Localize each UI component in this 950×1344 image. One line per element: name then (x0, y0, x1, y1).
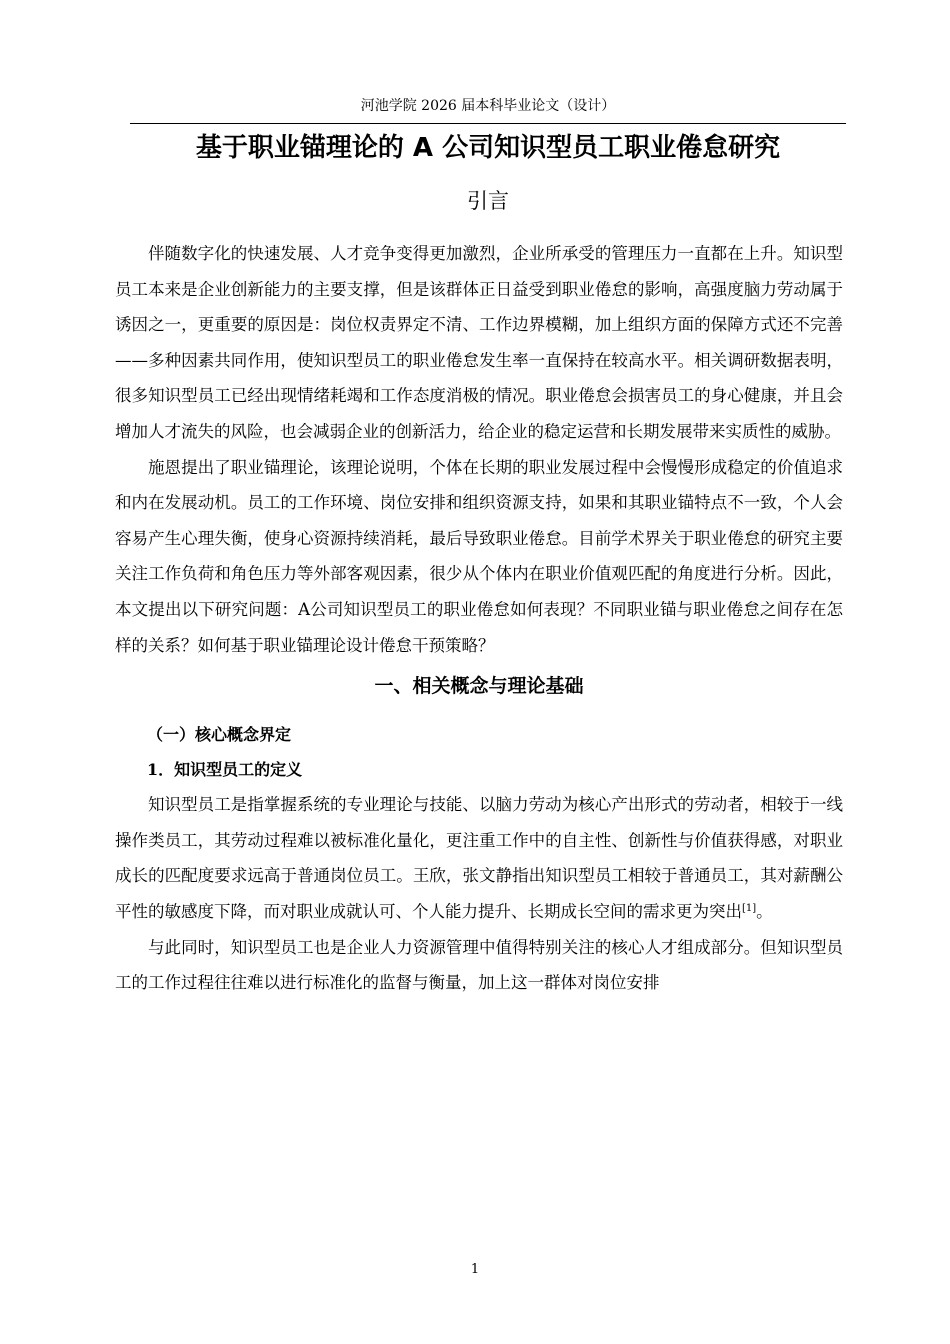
section-paragraph-1 (115, 787, 843, 929)
section-paragraph-1-text: 知识型员工是指掌握系统的专业理论与技能、以脑力劳动为核心产出形式的劳动者，相较于一线操作类员工，其劳动过程难以被标准化量化，更注重工作中的自主性、创新性与价值获得感，对职业成长的匹配度要求远高于普通岗位员工。王欣，张文静指出知识型员工相较于普通员工，其对薪酬公平性的敏感度下降，而对职业成就认可、个人能力提升、长期成长空间的需求更为突出 (115, 795, 843, 921)
section-heading: 一、相关概念与理论基础 (374, 675, 584, 698)
intro-paragraph-2: 施恩提出了职业锚理论，该理论说明，个体在长期的职业发展过程中会慢慢形成稳定的价值追求和内在发展动机。员工的工作环境、岗位安排和组织资源支持，如果和其职业锚特点不一致，个人会容易产生心理失衡，使身心资源持续消耗，最后导致职业倦怠。目前学术界关于职业倦怠的研究主要关注工作负荷和角色压力等外部客观因素，很少从个体内在职业价值观匹配的角度进行分析。因此，本文提出以下研究问题：A公司知识型员工的职业倦怠如何表现？不同职业锚与职业倦怠之间存在怎样的关系？如何基于职业锚理论设计倦怠干预策略？ (115, 457, 843, 655)
subsection-heading: （一）核心概念界定 (147, 725, 292, 745)
citation-reference: [1] (742, 902, 757, 914)
item-heading: 1．知识型员工的定义 (147, 760, 303, 780)
running-header: 河池学院 2026 届本科毕业论文（设计） (360, 98, 616, 114)
paper-title: 基于职业锚理论的 A 公司知识型员工职业倦怠研究 (195, 133, 781, 163)
section-paragraph-1-end: 。 (756, 901, 773, 921)
section-paragraph-2: 与此同时，知识型员工也是企业人力资源管理中值得特别关注的核心人才组成部分。但知识型员工的工作过程往往难以进行标准化的监督与衡量，加上这一群体对岗位安排 (115, 937, 843, 993)
intro-paragraph-1: 伴随数字化的快速发展、人才竞争变得更加激烈，企业所承受的管理压力一直都在上升。知识型员工本来是企业创新能力的主要支撑，但是该群体正日益受到职业倦怠的影响，高强度脑力劳动属于诱因之一，更重要的原因是：岗位权责界定不清、工作边界模糊，加上组织方面的保障方式还不完善——多种因素共同作用，使知识型员工的职业倦怠发生率一直保持在较高水平。相关调研数据表明，很多知识型员工已经出现情绪耗竭和工作态度消极的情况。职业倦怠会损害员工的身心健康，并且会增加人才流失的风险，也会减弱企业的创新活力，给企业的稳定运营和长期发展带来实质性的威胁。 (115, 244, 843, 441)
page-number: 1 (470, 1262, 480, 1277)
header-rule (130, 123, 846, 124)
intro-heading: 引言 (467, 189, 509, 213)
body-text (115, 236, 843, 1001)
